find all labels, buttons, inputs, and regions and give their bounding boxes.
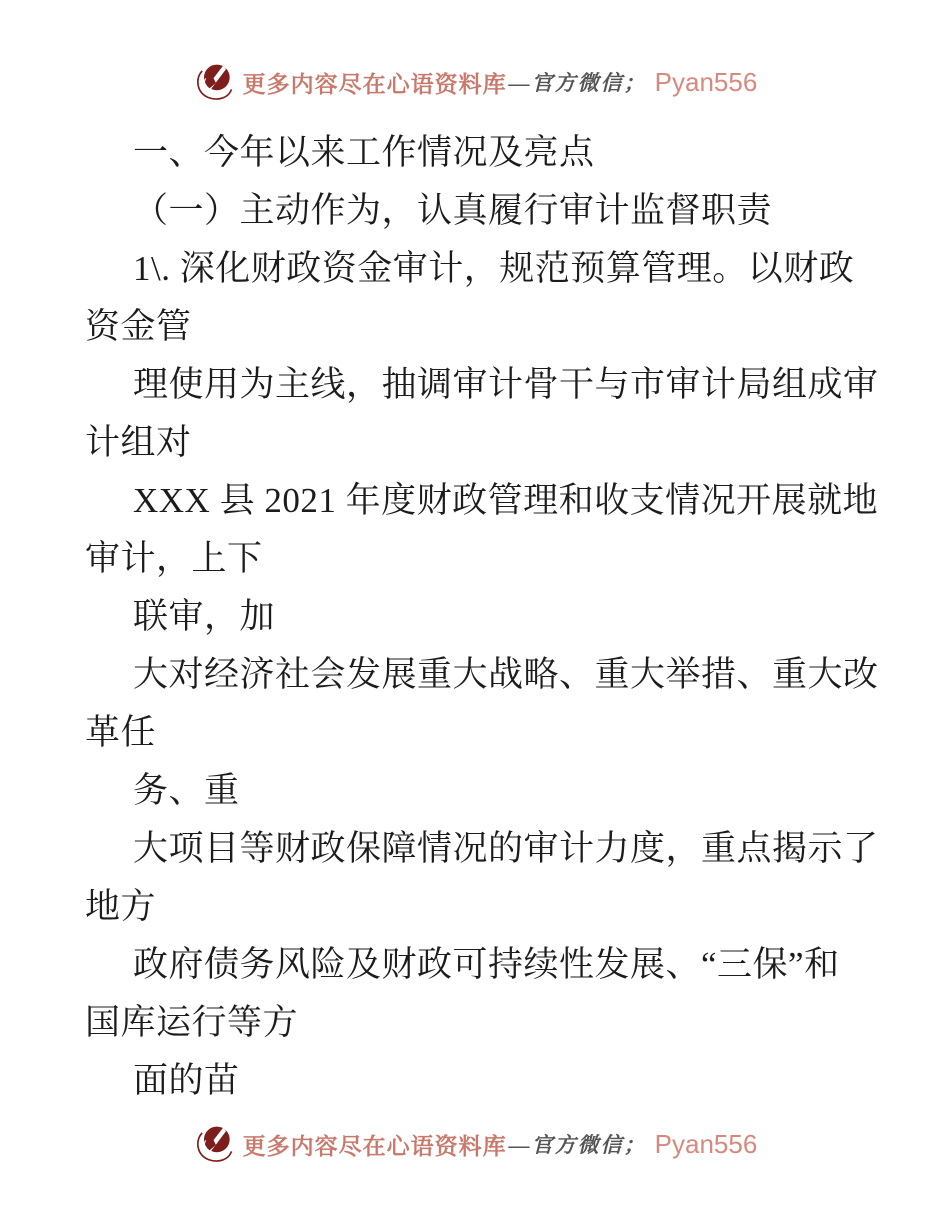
text-line: 革任 <box>85 713 157 752</box>
wechat-label: —官方微信； <box>508 1133 647 1157</box>
text-line: 计组对 <box>85 423 192 462</box>
footer-banner <box>0 1120 950 1168</box>
text-line: 联审，加 <box>133 597 276 636</box>
text-line: 审计，上下 <box>85 539 263 578</box>
wechat-id: Pyan556 <box>654 1128 758 1159</box>
text-line: 资金管 <box>85 307 192 346</box>
text-line: 国库运行等方 <box>85 1003 299 1042</box>
text-line: 理使用为主线，抽调审计骨干与市审计局组成审 <box>133 365 879 404</box>
wechat-id: Pyan556 <box>654 66 758 97</box>
text-line: 一、今年以来工作情况及亮点 <box>133 133 595 172</box>
text-line: （一）主动作为，认真履行审计监督职责 <box>133 191 773 230</box>
header-banner <box>0 58 950 106</box>
text-line: 面的苗 <box>133 1061 240 1100</box>
text-line: 地方 <box>85 887 157 926</box>
text-line: XXX 县 2021 年度财政管理和收支情况开展就地 <box>133 481 879 520</box>
document-body <box>85 124 890 1110</box>
pen-circle-logo-icon <box>193 1121 237 1167</box>
text-line: 大项目等财政保障情况的审计力度，重点揭示了 <box>133 829 879 868</box>
pen-circle-logo-icon <box>193 59 237 105</box>
brand-text: 更多内容尽在心语资料库 <box>242 71 507 97</box>
brand-text: 更多内容尽在心语资料库 <box>242 1133 507 1159</box>
text-line: 政府债务风险及财政可持续性发展、“三保”和 <box>133 945 840 984</box>
text-line: 1\. 深化财政资金审计，规范预算管理。以财政 <box>133 249 855 288</box>
text-line: 大对经济社会发展重大战略、重大举措、重大改 <box>133 655 879 694</box>
wechat-label: —官方微信； <box>508 71 647 95</box>
text-line: 务、重 <box>133 771 240 810</box>
